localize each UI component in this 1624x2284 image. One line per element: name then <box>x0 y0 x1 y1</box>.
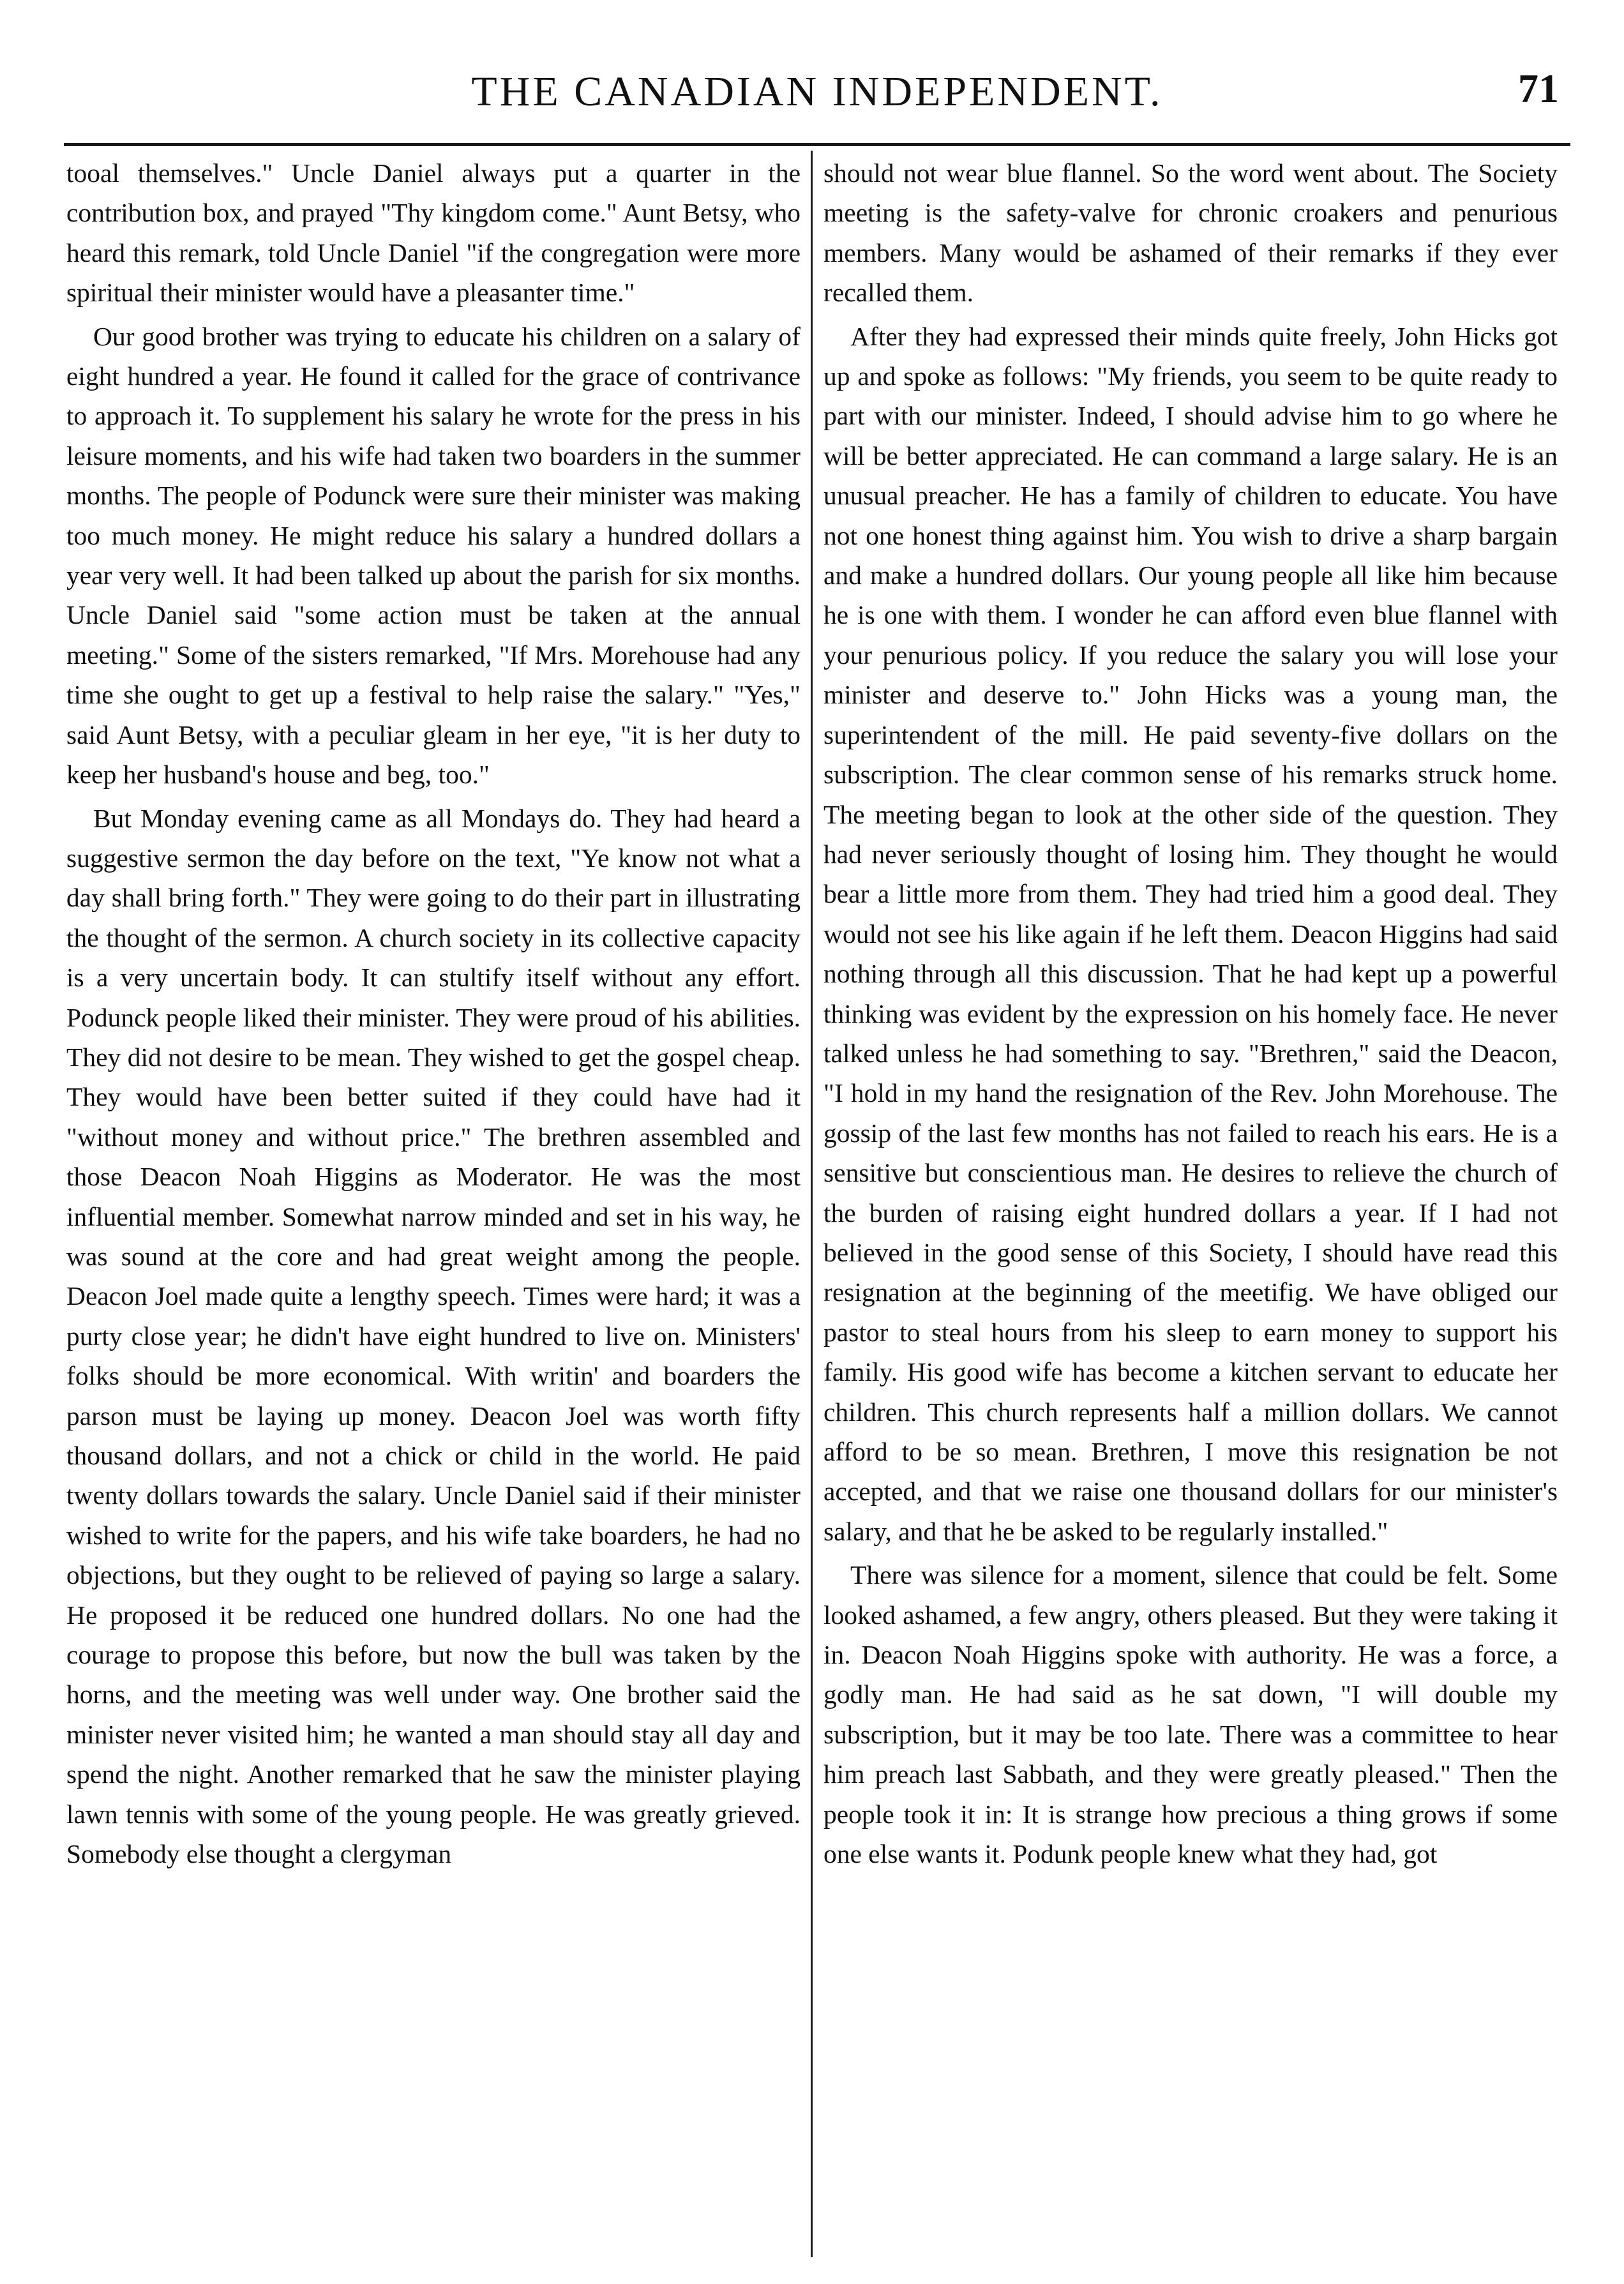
right-paragraph-2: After they had expressed their minds quite freely, John Hicks got up and spoke as follows: "My friends, you seem to be quite ready to part with our minister. Indeed, I should advise him to go where he will be better appreciated. He can command a large salary. He is an unusual preacher. He has a family of children to educate. You have not one honest thing against him. You wish to drive a sharp bargain and make a hundred dollars. Our young people all like him because he is one with them. I wonder he can afford even blue flannel with your penurious policy. If you reduce the salary you will lose your minister and deserve to." John Hicks was a young man, the superintendent of the mill. He paid seventy-five dollars on the subscription. The clear common sense of his remarks struck home. The meeting began to look at the other side of the question. They had never seriously thought of losing him. They thought he would bear a little more from them. They had tried him a good deal. They would not see his like again if he left them. Deacon Higgins had said nothing through all this discussion. That he had kept up a powerful thinking was evident by the expression on his homely face. He never talked unless he had something to say. "Brethren," said the Deacon, "I hold in my hand the resignation of the Rev. John Morehouse. The gossip of the last few months has not failed to reach his ears. He is a sensitive but conscientious man. He desires to relieve the church of the burden of raising eight hundred dollars a year. If I had not believed in the good sense of this Society, I should have read this resignation at the beginning of the meetifig. We have obliged our pastor to steal hours from his sleep to earn money to support his family. His good wife has become a kitchen servant to educate her children. This church represents half a million dollars. We cannot afford to be so mean. Brethren, I move this resignation be not accepted, and that we raise one thousand dollars for our minister's salary, and that he be asked to be regularly installed." <box>823 321 1558 1546</box>
right-column <box>823 153 1558 2253</box>
right-paragraph-1: should not wear blue flannel. So the word went about. The Society meeting is the safety-valve for chronic croakers and penurious members. Many would be ashamed of their remarks if they ever recalled them. <box>823 158 1558 308</box>
left-paragraph-1: tooal themselves." Uncle Daniel always put a quarter in the contribution box, and prayed "Thy kingdom come." Aunt Betsy, who heard this remark, told Uncle Daniel "if the congregation were more spiritual their minister would have a pleasanter time." <box>66 158 801 308</box>
left-column <box>66 153 801 2253</box>
left-paragraph-2: Our good brother was trying to educate his children on a salary of eight hundred a year. He found it called for the grace of contrivance to approach it. To supplement his salary he wrote for the press in his leisure moments, and his wife had taken two boarders in the summer months. The people of Podunck were sure their minister was making too much money. He might reduce his salary a hundred dollars a year very well. It had been talked up about the parish for six months. Uncle Daniel said "some action must be taken at the annual meeting." Some of the sisters remarked, "If Mrs. Morehouse had any time she ought to get up a festival to help raise the salary." "Yes," said Aunt Betsy, with a peculiar gleam in her eye, "it is her duty to keep her husband's house and beg, too." <box>66 321 801 790</box>
left-paragraph-3: But Monday evening came as all Mondays do. They had heard a suggestive sermon the day before on the text, "Ye know not what a day shall bring forth." They were going to do their part in illustrating the thought of the sermon. A church society in its collective capacity is a very uncertain body. It can stultify itself without any effort. Podunck people liked their minister. They were proud of his abilities. They did not desire to be mean. They wished to get the gospel cheap. They would have been better suited if they could have had it "without money and without price." The brethren assembled and those Deacon Noah Higgins as Moderator. He was the most influential member. Somewhat narrow minded and set in his way, he was sound at the core and had great weight among the people. Deacon Joel made quite a lengthy speech. Times were hard; it was a purty close year; he didn't have eight hundred to live on. Ministers' folks should be more economical. With writin' and boarders the parson must be laying up money. Deacon Joel was worth fifty thousand dollars, and not a chick or child in the world. He paid twenty dollars towards the salary. Uncle Daniel said if their minister wished to write for the papers, and his wife take boarders, he had no objections, but they ought to be relieved of paying so large a salary. He proposed it be reduced one hundred dollars. No one had the courage to propose this before, but now the bull was taken by the horns, and the meeting was well under way. One brother said the minister never visited him; he wanted a man should stay all day and spend the night. Another remarked that he saw the minister playing lawn tennis with some of the young people. He was greatly grieved. Somebody else thought a clergyman <box>66 803 801 1869</box>
header-rule <box>64 143 1570 146</box>
page-number: 71 <box>1518 66 1559 111</box>
right-paragraph-3: There was silence for a moment, silence that could be felt. Some looked ashamed, a few angry, others pleased. But they were taking it in. Deacon Noah Higgins spoke with authority. He was a force, a godly man. He had said as he sat down, "I will double my subscription, but it may be too late. There was a committee to hear him preach last Sabbath, and they were greatly pleased." Then the people took it in: It is strange how precious a thing grows if some one else wants it. Podunk people knew what they had, got <box>823 1560 1558 1869</box>
page-header <box>64 56 1570 133</box>
column-divider <box>811 151 813 2257</box>
publication-title: THE CANADIAN INDEPENDENT. <box>471 68 1163 115</box>
